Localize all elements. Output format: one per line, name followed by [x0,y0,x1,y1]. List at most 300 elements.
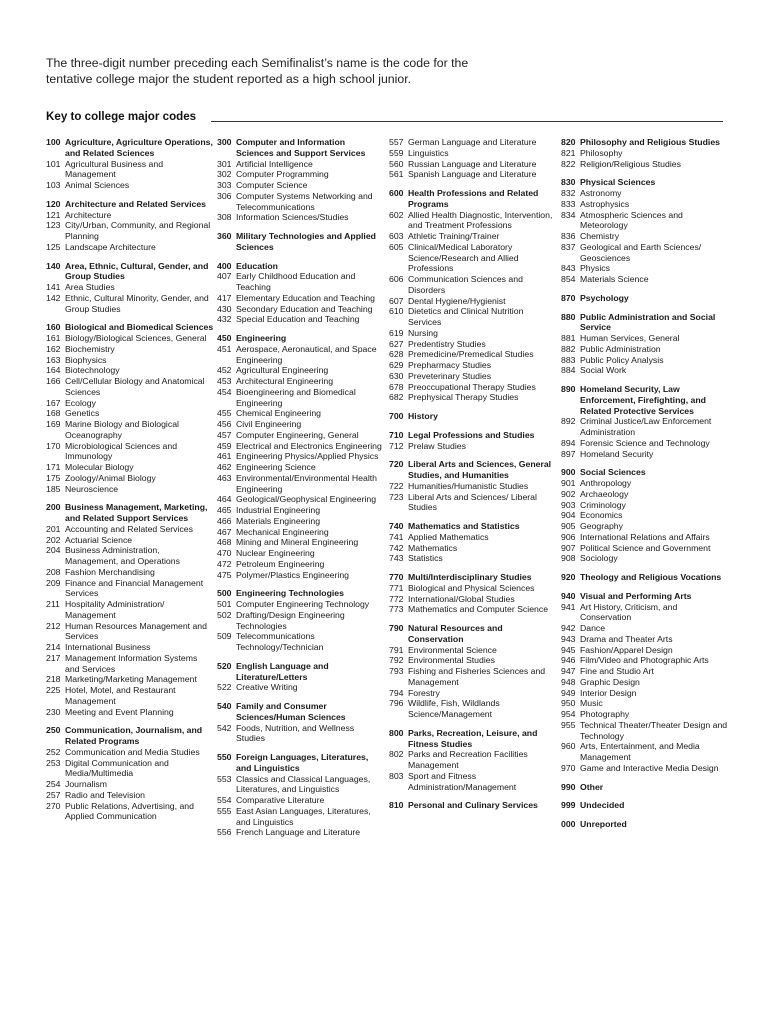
group-label: Liberal Arts and Sciences, General Studies, and Humanities [408,459,552,480]
major-label: Mechanical Engineering [236,526,329,537]
major-code: 201 [46,523,61,534]
major-label: Hotel, Motel, and Restaurant Management [65,685,176,706]
major-code: 164 [46,365,61,376]
group-label: Agriculture, Agriculture Operations, and Related Sciences [65,137,213,158]
major-group [217,137,385,223]
major-group [561,800,729,811]
group-code: 100 [46,137,61,147]
major-code: 712 [389,440,404,451]
group-code: 720 [389,459,404,470]
major-item [46,758,214,780]
major-item [217,169,385,180]
divider-rule [211,121,723,122]
major-label: Digital Communication and Media/Multimedia [65,757,169,779]
group-label: Military Technologies and Applied Sciences [236,231,376,252]
major-label: Architecture [65,209,112,220]
major-group [46,137,214,191]
major-group [561,177,729,285]
major-item [46,674,214,685]
major-code: 417 [217,292,232,303]
major-label: Environmental Studies [408,655,495,666]
major-label: Graphic Design [580,676,640,687]
intro-paragraph: The three-digit number preceding each Semifinalist’s name is the code for the tentative college major the student reported as a high school junior. [46,56,469,86]
major-code: 834 [561,209,576,220]
major-code: 843 [561,263,576,274]
major-code: 455 [217,408,232,419]
group-heading [561,177,729,188]
major-item [561,688,729,699]
major-label: Biological and Physical Sciences [408,582,535,593]
group-code: 450 [217,333,232,343]
major-code: 605 [389,241,404,252]
major-group [46,261,214,315]
major-code: 742 [389,542,404,553]
group-code: 520 [217,660,232,671]
group-label: Unreported [580,819,627,829]
group-label: Undecided [580,800,625,811]
major-label: Archaeology [580,488,629,499]
major-item [46,419,214,441]
major-item [217,505,385,516]
group-code: 890 [561,384,576,394]
major-label: Wildlife, Fish, Wildlands Science/Management [408,698,500,719]
major-label: Computer Engineering, General [236,429,359,440]
major-group [389,137,557,180]
major-code: 822 [561,158,576,169]
major-label: Music [580,698,603,709]
major-code: 254 [46,779,61,789]
major-label: International/Global Studies [408,593,515,604]
major-item [561,199,729,210]
major-item [389,159,557,170]
group-heading [389,521,557,532]
major-item [389,645,557,656]
major-code: 882 [561,343,576,354]
major-code: 832 [561,188,576,198]
major-label: Criminology [580,499,626,510]
group-label: Psychology [580,292,629,303]
major-group [561,591,729,774]
major-label: Sport and Fitness Administration/Management [408,770,517,792]
major-item [217,387,385,409]
major-code: 954 [561,709,576,719]
major-code: 554 [217,795,232,805]
major-code: 214 [46,642,61,652]
major-item [217,344,385,366]
major-code: 257 [46,789,61,800]
major-label: Public Policy Analysis [580,354,664,365]
major-item [389,339,557,350]
major-item [389,594,557,605]
major-label: Telecommunications Technology/Technician [236,631,324,652]
major-group [561,819,729,830]
major-item [389,328,557,339]
major-item [46,293,214,315]
major-label: Marine Biology and Biological Oceanography [65,419,179,440]
major-label: Astrophysics [580,198,630,209]
major-code: 794 [389,687,404,698]
major-item [46,365,214,376]
major-label: Early Childhood Education and Teaching [236,271,356,292]
major-code: 522 [217,682,232,693]
codes-column-3 [389,137,557,819]
major-label: Biotechnology [65,365,120,376]
group-heading [389,188,557,210]
major-item [389,532,557,543]
major-code: 894 [561,437,576,448]
major-code: 903 [561,499,576,510]
major-label: Philosophy [580,147,623,158]
major-item [217,723,385,745]
major-item [561,634,729,645]
group-label: Area, Ethnic, Cultural, Gender, and Group Studies [65,260,209,282]
major-label: Classics and Classical Languages, Literatures, and Linguistics [236,773,371,795]
major-label: Geological/Geophysical Engineering [236,494,377,505]
major-item [46,462,214,473]
group-code: 600 [389,188,404,198]
group-code: 920 [561,572,576,582]
major-item [46,376,214,398]
major-label: Genetics [65,408,100,419]
major-code: 171 [46,462,61,472]
major-code: 461 [217,451,232,462]
major-code: 253 [46,757,61,768]
major-item [561,532,729,543]
major-label: Arts, Entertainment, and Media Management [580,741,700,762]
major-group [389,728,557,793]
major-label: Sociology [580,553,618,564]
major-code: 791 [389,644,404,655]
group-code: 400 [217,260,232,271]
major-label: Journalism [65,779,108,789]
group-heading [389,459,557,481]
major-label: Fishing and Fisheries Sciences and Management [408,666,546,687]
major-item [46,180,214,191]
major-label: Athletic Training/Trainer [408,231,500,241]
major-label: Engineering Science [236,462,316,472]
major-label: Engineering Physics/Applied Physics [236,451,379,462]
major-item [46,159,214,181]
major-code: 627 [389,338,404,349]
group-heading [561,467,729,478]
major-group [561,293,729,304]
major-item [389,210,557,232]
group-code: 540 [217,701,232,711]
major-label: Statistics [408,553,443,564]
major-code: 125 [46,241,61,252]
major-label: International Business [65,642,151,652]
group-heading [561,137,729,148]
major-label: Dietetics and Clinical Nutrition Services [408,306,524,327]
major-label: Film/Video and Photographic Arts [580,655,709,666]
group-label: Visual and Performing Arts [580,590,692,601]
major-item [561,438,729,449]
major-label: Criminal Justice/Law Enforcement Administration [580,416,712,437]
major-label: Humanities/Humanistic Studies [408,480,529,491]
major-group [389,623,557,720]
major-label: Electrical and Electronics Engineering [236,440,382,451]
major-group [561,572,729,583]
major-code: 211 [46,599,60,609]
group-code: 250 [46,725,61,736]
major-label: Animal Sciences [65,180,130,190]
major-item [561,210,729,232]
major-item [389,349,557,360]
major-label: Nuclear Engineering [236,548,315,558]
major-item [217,441,385,452]
major-group [561,384,729,459]
major-code: 542 [217,722,232,733]
group-label: Theology and Religious Vocations [580,572,722,582]
major-code: 168 [46,408,61,419]
major-label: Preoccupational Therapy Studies [408,381,536,392]
major-code: 270 [46,800,61,811]
major-code: 897 [561,448,576,459]
major-label: Ethnic, Cultural Minority, Gender, and Group Studies [65,292,209,314]
major-group [217,701,385,744]
major-code: 892 [561,416,576,427]
major-code: 678 [389,381,404,392]
major-label: Foods, Nutrition, and Wellness Studies [236,722,355,744]
major-label: Game and Interactive Media Design [580,762,719,773]
major-code: 904 [561,510,576,521]
major-item [389,441,557,452]
major-code: 607 [389,295,404,306]
major-item [217,271,385,293]
major-item [217,180,385,191]
major-item [46,653,214,675]
group-label: Mathematics and Statistics [408,521,520,531]
major-item [217,774,385,796]
major-code: 792 [389,655,404,666]
major-code: 230 [46,706,61,717]
major-code: 555 [217,805,232,816]
major-group [217,752,385,838]
major-label: Fine and Studio Art [580,666,654,676]
group-heading [561,782,729,793]
major-item [561,355,729,366]
major-code: 472 [217,558,232,569]
group-heading [217,701,385,723]
group-code: 700 [389,411,404,421]
major-label: Environmental Science [408,644,497,655]
major-label: Mining and Mineral Engineering [236,537,359,548]
group-code: 820 [561,137,576,147]
major-label: Bioengineering and Biomedical Engineering [236,386,356,408]
major-item [217,451,385,462]
codes-column-4 [561,137,729,838]
major-code: 456 [217,419,232,429]
major-label: Accounting and Related Services [65,523,193,534]
group-heading [217,261,385,272]
major-code: 217 [46,652,61,663]
major-item [561,741,729,763]
major-code: 470 [217,548,232,558]
group-label: Computer and Information Sciences and Support Services [236,137,366,158]
major-label: Cell/Cellular Biology and Anatomical Sciences [65,376,205,397]
major-label: Aerospace, Aeronautical, and Space Engineering [236,343,377,365]
major-group [217,588,385,653]
group-code: 870 [561,292,576,303]
group-heading [389,728,557,750]
major-item [217,365,385,376]
major-item [561,709,729,720]
major-code: 557 [389,137,404,147]
major-code: 821 [561,147,576,158]
major-item [561,720,729,742]
major-code: 103 [46,180,61,190]
major-label: Anthropology [580,478,632,488]
major-label: Atmospheric Sciences and Meteorology [580,209,683,231]
major-item [46,524,214,535]
major-code: 175 [46,472,61,483]
major-label: Agricultural Engineering [236,365,329,376]
major-item [46,484,214,495]
major-item [561,500,729,511]
major-label: Neuroscience [65,483,119,494]
group-heading [561,384,729,416]
major-code: 630 [389,370,404,381]
major-label: Geography [580,521,623,531]
major-item [561,274,729,285]
major-label: Biology/Biological Sciences, General [65,333,207,343]
major-label: Meeting and Event Planning [65,706,174,717]
major-code: 553 [217,773,232,784]
group-code: 120 [46,198,61,209]
group-heading [561,800,729,811]
group-heading [46,137,214,159]
major-label: Business Administration, Management, and Operations [65,545,180,566]
major-label: Dental Hygiene/Hygienist [408,295,506,306]
major-item [217,191,385,213]
major-label: Biophysics [65,354,107,365]
major-label: Social Work [580,365,627,376]
major-group [389,459,557,513]
major-group [389,188,557,403]
major-code: 945 [561,644,576,655]
major-label: Premedicine/Premedical Studies [408,349,534,360]
major-label: City/Urban, Community, and Regional Planning [65,220,211,241]
group-label: Social Sciences [580,467,646,478]
group-code: 740 [389,521,404,531]
major-item [389,371,557,382]
major-code: 803 [389,770,404,781]
major-code: 771 [389,582,404,593]
major-label: Agricultural Business and Management [65,158,164,180]
major-label: Predentistry Studies [408,338,486,349]
major-code: 793 [389,666,404,676]
major-item [561,478,729,489]
major-item [389,604,557,615]
major-label: Computer Science [236,180,308,190]
major-code: 837 [561,241,576,252]
group-code: 300 [217,137,232,147]
major-code: 225 [46,685,61,695]
major-item [389,492,557,514]
major-code: 432 [217,314,232,325]
major-code: 457 [217,429,232,440]
major-item [217,806,385,828]
major-item [217,212,385,223]
major-item [389,274,557,296]
major-label: International Relations and Affairs [580,531,710,542]
major-item [217,430,385,441]
major-code: 802 [389,749,404,760]
major-label: Liberal Arts and Sciences/ Liberal Studies [408,491,537,513]
major-label: Marketing/Marketing Management [65,674,197,685]
major-label: Secondary Education and Teaching [236,303,373,314]
major-item [46,567,214,578]
major-code: 723 [389,491,404,502]
major-label: Creative Writing [236,682,298,693]
major-code: 610 [389,306,404,317]
group-label: Personal and Culinary Services [408,800,538,811]
major-code: 301 [217,158,232,169]
major-label: Economics [580,510,623,521]
major-label: Nursing [408,327,438,338]
major-item [561,489,729,500]
major-item [217,570,385,581]
major-item [46,535,214,546]
group-code: 140 [46,260,61,271]
group-label: Engineering [236,333,287,343]
major-item [389,688,557,699]
major-label: Allied Health Diagnostic, Intervention, and Treatment Professions [408,209,553,231]
major-label: Political Science and Government [580,542,711,553]
major-label: Chemical Engineering [236,408,321,419]
major-item [217,682,385,693]
major-label: Molecular Biology [65,462,134,472]
major-item [46,685,214,707]
major-label: Biochemistry [65,343,115,354]
major-code: 204 [46,545,61,556]
major-code: 884 [561,365,576,376]
major-code: 451 [217,343,232,354]
major-item [46,747,214,758]
group-label: English Language and Literature/Letters [236,660,329,682]
major-item [217,631,385,653]
major-code: 905 [561,521,576,531]
major-group [217,261,385,326]
major-label: Ecology [65,397,96,408]
major-item [46,282,214,293]
major-item [389,698,557,720]
group-code: 830 [561,177,576,188]
group-code: 940 [561,590,576,601]
major-code: 559 [389,147,404,158]
major-item [46,790,214,801]
major-label: Computer Programming [236,169,329,180]
major-code: 252 [46,746,61,757]
group-heading [217,588,385,599]
major-group [561,137,729,169]
major-label: Public Administration [580,343,661,354]
major-label: German Language and Literature [408,137,537,147]
major-item [217,795,385,806]
major-item [217,376,385,387]
major-code: 209 [46,577,61,588]
major-code: 121 [46,209,61,220]
major-group [561,312,729,377]
major-label: Prephysical Therapy Studies [408,392,519,403]
major-code: 163 [46,354,61,365]
major-code: 883 [561,354,576,365]
major-label: Artificial Intelligence [236,158,313,169]
major-label: Technical Theater/Theater Design and Technology [580,719,728,741]
major-label: Prelaw Studies [408,440,466,451]
major-label: Architectural Engineering [236,376,334,386]
group-heading [561,572,729,583]
